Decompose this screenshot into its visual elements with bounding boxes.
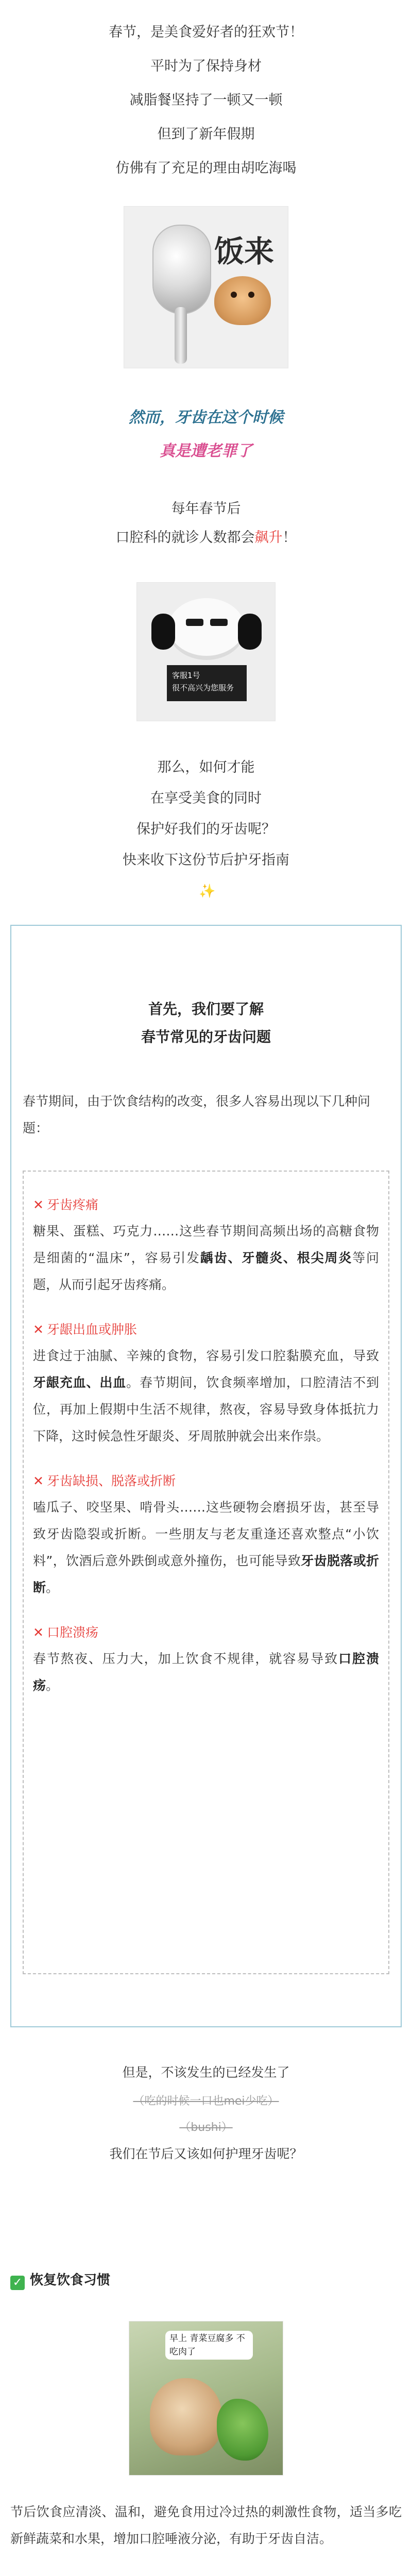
closing-line-2: 在享受美食的同时	[150, 790, 262, 806]
problem-body-bold: 牙龈充血、出血	[33, 1375, 127, 1390]
intro-block	[0, 15, 412, 185]
sticker-caption	[167, 665, 247, 701]
problem-body-text: 进食过于油腻、辛辣的食物，容易引发口腔黏膜充血，导致	[33, 1348, 379, 1363]
dog-face-icon	[214, 276, 271, 325]
eye-right	[210, 619, 228, 626]
problem-title-text: 牙齿缺损、脱落或折断	[46, 1473, 176, 1488]
intro-line-4: 但到了新年假期	[157, 126, 255, 142]
mid-line-2-suffix: ！	[282, 530, 297, 546]
problem-body-text: 。	[46, 1678, 59, 1693]
intro-line-5: 仿佛有了充足的理由胡吃海喝	[115, 160, 297, 176]
mid-text-block	[0, 495, 412, 552]
problem-body-text: 糖果、蛋糕、巧克力……这些春节期间高频出场的高糖食物是细菌的“温床”，容易引发	[33, 1224, 379, 1265]
hamster-icon	[150, 2378, 222, 2455]
closing-line-4: 快来收下这份节后护牙指南	[123, 852, 289, 868]
sparkle-icon: ✨	[199, 884, 216, 899]
problem-body-bold: 牙齿脱落或折断	[33, 1553, 379, 1595]
problem-item	[33, 1468, 379, 1601]
problem-body	[33, 1218, 379, 1298]
transition-line-3: （bushi）	[179, 2121, 233, 2134]
eye-left	[186, 619, 203, 626]
check-icon: ✓	[10, 2276, 25, 2290]
transition-block	[0, 2058, 412, 2168]
highlight-line-1: 然而，牙齿在这个时候	[129, 409, 283, 427]
card-lead-text: 春节期间，由于饮食结构的改变，很多人容易出现以下几种问题：	[23, 1094, 371, 1136]
vegetable-icon	[217, 2399, 268, 2461]
closing-line-1: 那么，如何才能	[157, 759, 255, 775]
mid-line-2-prefix: 口腔科的就诊人数都会	[115, 530, 255, 546]
card-heading	[11, 995, 401, 1051]
problem-body-bold: 口腔溃疡	[33, 1651, 379, 1693]
problem-title	[33, 1468, 379, 1494]
mid-line-1: 每年春节后	[171, 501, 241, 517]
tip-title-text: 恢复饮食习惯	[30, 2273, 111, 2288]
problem-item	[33, 1317, 379, 1450]
problem-item	[33, 1192, 379, 1298]
problem-body-bold: 龋齿、牙髓炎、根尖周炎	[200, 1250, 353, 1265]
mid-line-2-highlight: 飙升	[254, 530, 283, 546]
problem-body-text: 春节熬夜、压力大，加上饮食不规律，就容易导致	[33, 1651, 339, 1666]
problem-title	[33, 1317, 379, 1343]
headset-left-icon	[151, 614, 175, 650]
transition-line-1: 但是，不该发生的已经发生了	[122, 2065, 290, 2080]
tip-body: 节后饮食应清淡、温和，避免食用过冷过热的刺激性食物，适当多吃新鲜蔬菜和水果，增加口腔唾液分泌，有助于牙齿自洁。	[10, 2504, 402, 2546]
problem-body	[33, 1343, 379, 1450]
customer-service-sticker	[136, 582, 276, 721]
tip-title	[10, 2267, 402, 2294]
cartoon-head	[168, 598, 245, 660]
x-mark-icon: ✕	[33, 1473, 44, 1488]
spoon-icon	[152, 225, 211, 314]
card-heading-line-2: 春节常见的牙齿问题	[141, 1028, 271, 1045]
hamster-meme-caption: 早上 青菜豆腐多 不吃肉了	[165, 2331, 253, 2360]
highlight-line-2: 真是遭老罪了	[160, 442, 252, 460]
rice-coming-sticker	[124, 206, 288, 368]
problems-card	[10, 925, 402, 2027]
x-mark-icon: ✕	[33, 1197, 44, 1212]
intro-line-2: 平时为了保持身材	[150, 58, 262, 74]
problem-body-text: 嗑瓜子、咬坚果、啃骨头……这些硬物会磨损牙齿，甚至导致牙齿隐裂或折断。一些朋友与老友重逢还喜欢整点“小饮料”，饮酒后意外跌倒或意外撞伤，也可能导致	[33, 1500, 379, 1568]
problem-title-text: 牙齿疼痛	[46, 1197, 98, 1212]
problem-item	[33, 1620, 379, 1699]
problem-body-text: 等问题，从而引起牙齿疼痛。	[33, 1250, 379, 1292]
problem-body-text: 。	[46, 1580, 59, 1595]
problem-title	[33, 1192, 379, 1218]
sticker-word: 饭来	[214, 234, 274, 269]
problem-body	[33, 1646, 379, 1699]
intro-line-3: 减脂餐坚持了一顿又一顿	[129, 92, 283, 108]
closing-block	[0, 752, 412, 876]
problem-title-text: 口腔溃疡	[46, 1625, 98, 1640]
intro-line-1: 春节，是美食爱好者的狂欢节！	[109, 24, 303, 40]
card-heading-line-1: 首先，我们要了解	[148, 1001, 264, 1018]
sticker-caption-line-1: 客服1号	[172, 671, 200, 680]
spoon-handle	[175, 307, 187, 364]
problem-title-text: 牙龈出血或肿胀	[46, 1322, 137, 1337]
problem-body-text: 。春节期间，饮食频率增加，口腔清洁不到位，再加上假期中生活不规律，熬夜，容易导致身体抵抗力下降，这时候急性牙龈炎、牙周脓肿就会出来作祟。	[33, 1375, 379, 1444]
headset-right-icon	[238, 614, 262, 650]
closing-line-3: 保护好我们的牙齿呢？	[136, 821, 276, 837]
tip-item	[10, 2267, 402, 2294]
x-mark-icon: ✕	[33, 1322, 44, 1337]
tip-body-block	[10, 2499, 402, 2552]
sticker-caption-line-2: 很不高兴为您服务	[172, 683, 234, 692]
problem-title	[33, 1620, 379, 1646]
x-mark-icon: ✕	[33, 1625, 44, 1640]
transition-line-2: （吃的时候一口也mei少吃）	[133, 2095, 279, 2108]
problem-body	[33, 1494, 379, 1601]
mid-line-2	[0, 523, 412, 552]
transition-line-4: 我们在节后又该如何护理牙齿呢？	[109, 2146, 303, 2161]
problems-list	[23, 1171, 389, 1974]
hamster-meme-image	[129, 2321, 283, 2476]
